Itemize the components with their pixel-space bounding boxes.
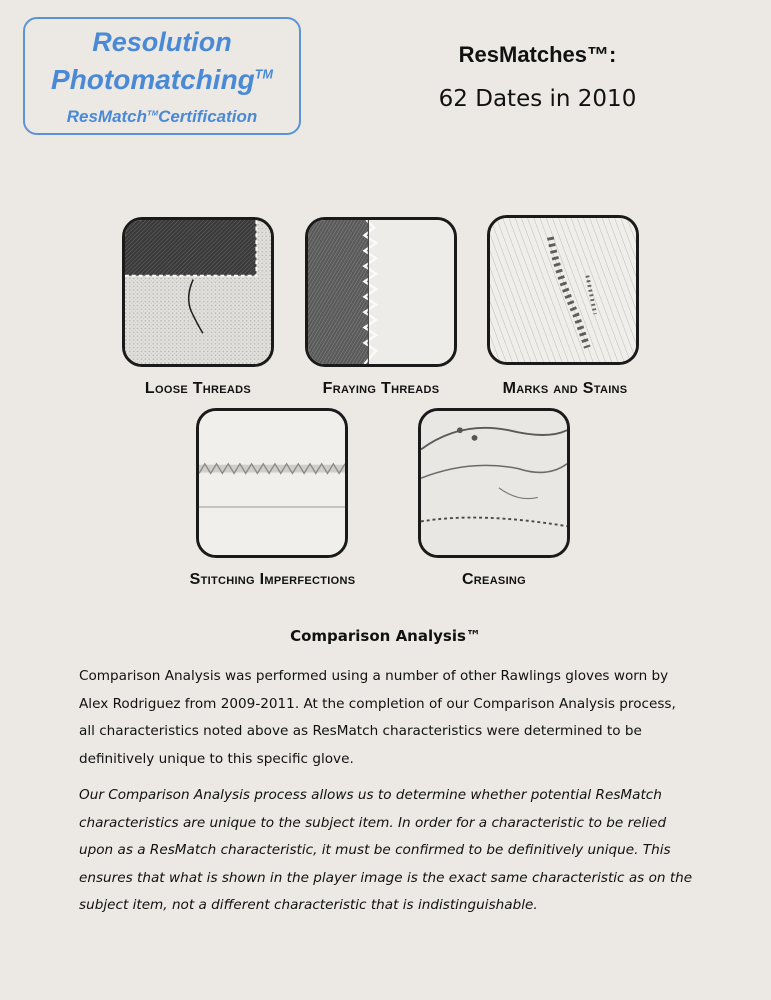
caption-loose-threads: Loose Threads — [144, 380, 252, 397]
creasing-photo — [418, 408, 570, 558]
caption-stitching: Stitching Imperfections — [189, 571, 356, 588]
section-title: Comparison Analysis™ — [290, 627, 481, 645]
resolution-photomatching-logo — [23, 17, 301, 135]
stitching-imperfections-photo — [196, 408, 348, 558]
caption-fraying-threads: Fraying Threads — [322, 380, 440, 397]
logo-line-2: Photomatching™ — [51, 64, 273, 95]
logo-line-1: Resolution — [92, 27, 232, 57]
logo-line-3: ResMatch™Certification — [66, 107, 258, 126]
page-title: ResMatches™: — [458, 42, 617, 67]
loose-threads-photo — [122, 217, 274, 367]
fraying-threads-photo — [305, 217, 457, 367]
caption-marks-stains: Marks and Stains — [502, 380, 628, 397]
comparison-paragraph-2: Our Comparison Analysis process allows us to determine whether potential ResMatch characteristics are unique to the subject item. In order for a characteristic to be relied upon as a ResMatch characteristic, it must be confirmed to be definitively unique. This ensures that what is shown in the player image is the exact same characteristic as on the subject item, not a different characteristic that is indistinguishable. — [79, 787, 693, 913]
page-subtitle: 62 Dates in 2010 — [438, 86, 637, 112]
marks-stains-photo — [487, 215, 639, 365]
caption-creasing: Creasing — [461, 571, 527, 588]
comparison-paragraph-1: Comparison Analysis was performed using a number of other Rawlings gloves worn by Alex Rodriguez from 2009-2011. At the completion of our Comparison Analysis process, all characteristics noted above as ResMatch characteristics were determined to be definitively unique to this specific glove. — [79, 668, 676, 767]
